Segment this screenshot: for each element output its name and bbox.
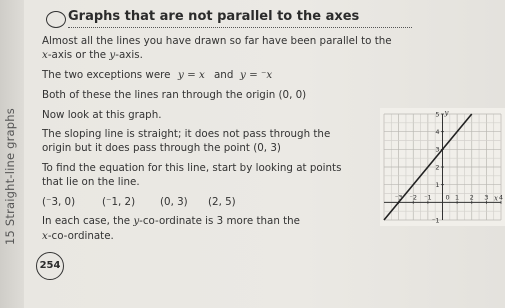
point-1: (⁻3, 0) xyxy=(42,196,76,208)
equation-y-equals-neg-x: y = ⁻x xyxy=(240,69,273,81)
y-tick-label: 4 xyxy=(435,127,440,136)
var-y: y xyxy=(133,215,140,227)
heading-dotted-rule xyxy=(68,27,412,28)
para7-text-end: -co-ordinate is 3 more than the xyxy=(139,215,301,227)
x-tick-label: 1 xyxy=(455,193,460,202)
x-axis-label: x xyxy=(494,194,498,203)
para1-text: -axis or the xyxy=(47,49,110,61)
para1-line1: Almost all the lines you have drawn so far have been parallel to the xyxy=(42,35,392,47)
para6-line1: To find the equation for this line, start by looking at points xyxy=(42,162,342,174)
equation-y-equals-x: y = x xyxy=(178,69,205,81)
and-word: and xyxy=(214,69,234,81)
var-y: y xyxy=(109,49,116,61)
para7-line2-wrap xyxy=(42,229,114,243)
y-axis-label: y xyxy=(444,109,449,117)
section-heading xyxy=(42,9,412,29)
chapter-spine-label: 15 Straight-line graphs xyxy=(3,108,17,245)
x-tick-label: ⁻3 xyxy=(394,193,403,202)
para7-text: In each case, the xyxy=(42,215,134,227)
para6-line2: that lie on the line. xyxy=(42,176,140,188)
page-number: 254 xyxy=(36,252,64,280)
para5-line1: The sloping line is straight; it does not pass through the xyxy=(42,128,331,140)
y-tick-label-negative: ⁻1 xyxy=(431,216,440,225)
graph-svg xyxy=(380,108,505,226)
x-tick-label: 3 xyxy=(484,193,489,202)
y-tick-label: 5 xyxy=(435,110,440,119)
para7-line2-text: -co-ordinate. xyxy=(47,230,114,242)
var-x: x xyxy=(42,49,48,61)
point-4: (2, 5) xyxy=(208,196,236,208)
y-tick-label: 2 xyxy=(435,163,440,172)
exceptions-label: The two exceptions were xyxy=(42,69,171,81)
x-tick-label: ⁻2 xyxy=(409,193,418,202)
y-tick-label: 1 xyxy=(435,180,440,189)
x-tick-label: 4 xyxy=(498,193,504,202)
para4: Now look at this graph. xyxy=(42,109,162,121)
point-2: (⁻1, 2) xyxy=(102,196,136,208)
para1-line2 xyxy=(42,48,143,62)
origin-label: 0 xyxy=(445,193,450,202)
section-title: Graphs that are not parallel to the axes xyxy=(68,9,360,24)
x-tick-label: 2 xyxy=(469,193,474,202)
line-graph xyxy=(380,108,505,226)
x-tick-label: ⁻1 xyxy=(424,193,432,202)
para3: Both of these the lines ran through the origin (0, 0) xyxy=(42,89,307,101)
para5-line2: origin but it does pass through the point (0, 3) xyxy=(42,142,281,154)
var-x: x xyxy=(42,230,48,242)
para7-line1 xyxy=(42,214,300,228)
y-tick-label: 3 xyxy=(435,145,440,154)
page-spine xyxy=(0,0,24,308)
point-3: (0, 3) xyxy=(160,196,188,208)
heading-circle-icon xyxy=(46,11,66,28)
para1-text-end: -axis. xyxy=(115,49,143,61)
